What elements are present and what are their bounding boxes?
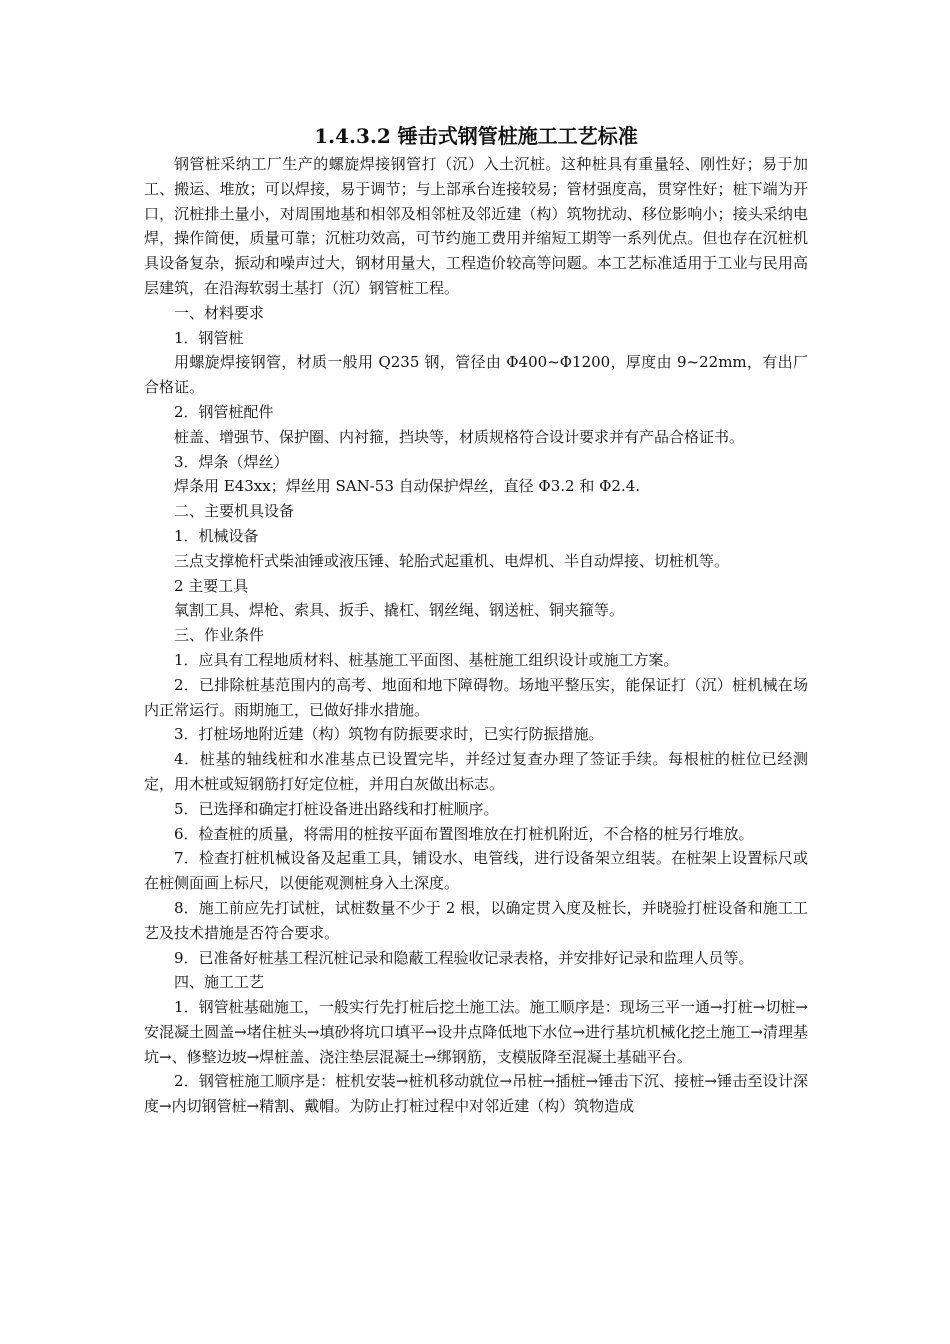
document-page [144, 122, 808, 1119]
condition-item-2: 2．已排除桩基范围内的高考、地面和地下障碍物。场地平整压实，能保证打（沉）桩机械在场内正常运行。雨期施工，已做好排水措施。 [144, 675, 808, 719]
section-heading-conditions: 三、作业条件 [174, 626, 265, 645]
condition-item-7: 7．检查打桩机械设备及起重工具，铺设水、电管线，进行设备架立组装。在桩架上设置标尺或在桩侧面画上标尺，以便能观测桩身入土深度。 [144, 849, 808, 893]
condition-item-3: 3．打桩场地附近建（构）筑物有防振要求时，已实行防振措施。 [174, 725, 604, 744]
paragraph-welding-rod: 焊条用 E43xx；焊丝用 SAN-53 自动保护焊丝，直径 Φ3.2 和 Φ2.4. [174, 477, 641, 496]
subheading-pile-fittings: 2．钢管桩配件 [174, 402, 274, 421]
paragraph-tools: 氧割工具、焊枪、索具、扳手、撬杠、钢丝绳、钢送桩、铜夹箍等。 [174, 601, 625, 620]
condition-item-4: 4．桩基的轴线桩和水准基点已设置完毕，并经过复查办理了签证手续。每根桩的桩位已经测定，用木桩或短钢筋打好定位桩，并用白灰做出标志。 [144, 750, 808, 793]
paragraph-fittings: 桩盖、增强节、保护圈、内衬箍，挡块等，材质规格符合设计要求并有产品合格证书。 [174, 427, 745, 446]
paragraph-machinery: 三点支撑桅杆式柴油锤或液压锤、轮胎式起重机、电焊机、半自动焊接、切桩机等。 [174, 551, 730, 570]
condition-item-8: 8．施工前应先打试桩，试桩数量不少于 2 根，以确定贯入度及桩长，并晓验打桩设备和施工工艺及技术措施是否符合要求。 [144, 898, 808, 942]
condition-item-1: 1．应具有工程地质材料、桩基施工平面图、基桩施工组织设计或施工方案。 [174, 650, 679, 669]
process-item-1: 1．钢管桩基础施工，一般实行先打桩后挖土施工法。施工顺序是：现场三平一通→打桩→切桩→安混凝土圆盖→堵住桩头→填砂将坑口填平→设井点降低地下水位→进行基坑机械化挖土施工→清理基坑→、修整边坡→焊桩盖、浇注垫层混凝土→绑钢筋，支模版降至混凝土基础平台。 [144, 998, 808, 1066]
subheading-steel-pipe-pile: 1．钢管桩 [174, 328, 244, 347]
paragraph-steel-pipe: 用螺旋焊接钢管，材质一般用 Q235 钢，管径由 Φ400~Φ1200，厚度由 9~22mm，有出厂合格证。 [144, 353, 808, 397]
process-item-2: 2．钢管桩施工顺序是：桩机安装→桩机移动就位→吊桩→插桩→锤击下沉、接桩→锤击至设计深度→内切钢管桩→精割、戴帽。为防止打桩过程中对邻近建（构）筑物造成 [144, 1072, 808, 1116]
section-heading-process: 四、施工工艺 [174, 973, 265, 992]
subheading-welding-rod: 3．焊条（焊丝） [174, 452, 289, 471]
subheading-tools: 2 主要工具 [174, 576, 249, 595]
subheading-machinery: 1．机械设备 [174, 526, 259, 545]
section-heading-materials: 一、材料要求 [174, 303, 265, 322]
condition-item-9: 9．已准备好桩基工程沉桩记录和隐蔽工程验收记录表格，并安排好记录和监理人员等。 [174, 948, 754, 967]
section-heading-equipment: 二、主要机具设备 [174, 502, 295, 521]
condition-item-6: 6．检查桩的质量，将需用的桩按平面布置图堆放在打桩机附近，不合格的桩另行堆放。 [174, 824, 754, 843]
document-body [144, 152, 808, 1119]
paragraph-intro: 钢管桩采纳工厂生产的螺旋焊接钢管打（沉）入土沉桩。这种桩具有重量轻、刚性好；易于加工、搬运、堆放；可以焊接，易于调节；与上部承台连接较易；管材强度高，贯穿性好；桩下端为开口，沉桩排土量小，对周围地基和相邻及相邻桩及邻近建（构）筑物扰动、移位影响小；接头采纳电焊，操作简便，质量可靠；沉桩功效高，可节约施工费用并缩短工期等一系列优点。但也存在沉桩机具设备复杂，振动和噪声过大，钢材用量大，工程造价较高等问题。本工艺标准适用于工业与民用高层建筑，在沿海软弱土基打（沉）钢管桩工程。 [144, 155, 808, 297]
condition-item-5: 5．已选择和确定打桩设备进出路线和打桩顺序。 [174, 799, 499, 818]
document-title: 1.4.3.2 锤击式钢管桩施工工艺标准 [314, 124, 638, 148]
